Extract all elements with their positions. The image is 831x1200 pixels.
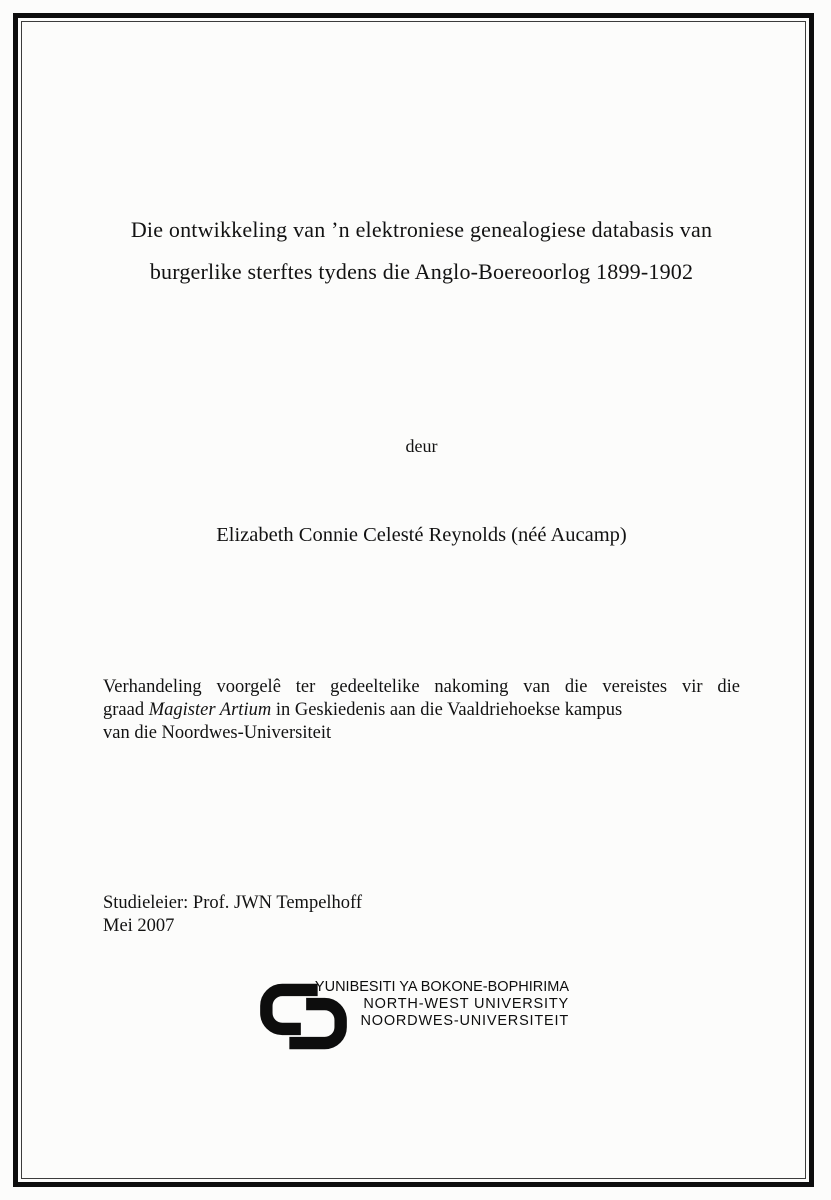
degree-statement-line1: Verhandeling voorgelê ter gedeeltelike nakoming van die vereistes vir die [103,677,740,697]
degree-statement [103,676,740,745]
thesis-title [103,209,740,293]
date-line: Mei 2007 [103,916,175,936]
degree-statement-line2-prefix: graad [103,700,149,720]
university-logo-text [315,979,569,1030]
degree-statement-line3: van die Noordwes-Universiteit [103,723,332,743]
logo-line-afrikaans: NOORDWES-UNIVERSITEIT [360,1013,569,1029]
author-name: Elizabeth Connie Celesté Reynolds (néé Aucamp) [216,524,627,546]
university-logo [257,979,569,1053]
supervisor-block [103,892,362,938]
logo-line-setswana: YUNIBESITI YA BOKONE-BOPHIRIMA [314,979,569,995]
degree-statement-line2 [103,699,740,722]
degree-name-italic: Magister Artium [148,700,272,720]
thesis-title-line2: burgerlike sterftes tydens die Anglo-Boereoorlog 1899-1902 [149,259,694,284]
degree-statement-line2-suffix: in Geskiedenis aan die Vaaldriehoekse kampus [271,700,623,720]
supervisor-line: Studieleier: Prof. JWN Tempelhoff [103,893,363,913]
thesis-title-line1: Die ontwikkeling van ’n elektroniese genealogiese databasis van [130,217,713,242]
logo-line-english: NORTH-WEST UNIVERSITY [363,996,569,1012]
byline-label: deur [405,436,438,456]
